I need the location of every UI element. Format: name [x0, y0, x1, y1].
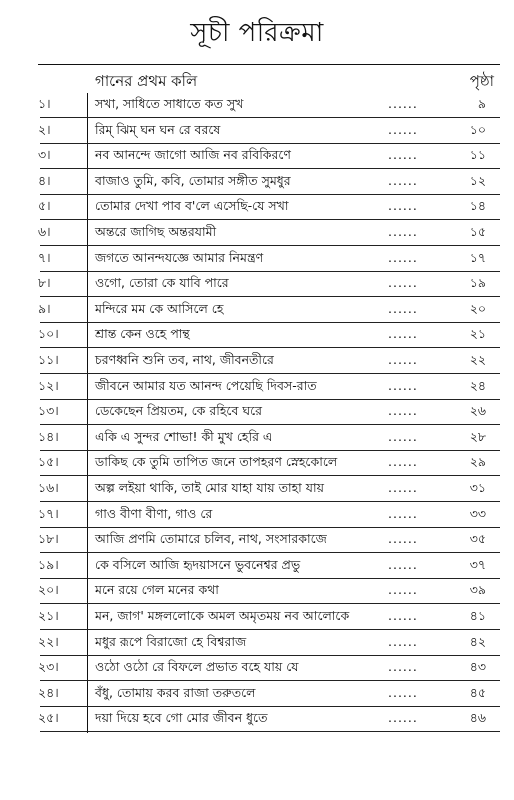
- toc-page-number: ৪৩: [469, 659, 486, 675]
- toc-leader-dots: ......: [388, 121, 418, 137]
- toc-divider: [87, 323, 88, 349]
- toc-number: ২৪।: [38, 684, 59, 700]
- toc-row: [0, 272, 514, 298]
- toc-divider: [87, 707, 88, 733]
- toc-row: [0, 528, 514, 554]
- toc-leader-dots: ......: [388, 710, 418, 726]
- toc-page-number: ১৫: [469, 224, 486, 239]
- toc-song-title: জীবনে আমার যত আনন্দ পেয়েছি দিবস-রাত: [95, 377, 317, 393]
- toc-page-number: ৯: [477, 96, 486, 111]
- toc-song-title: ডাকিছ কে তুমি তাপিত জনে তাপহরণ স্নেহকোলে: [95, 454, 338, 470]
- toc-divider: [87, 426, 88, 452]
- toc-row: [0, 400, 514, 426]
- toc-row: [0, 195, 514, 221]
- toc-divider: [87, 451, 88, 477]
- toc-number: ১৮।: [38, 531, 59, 547]
- toc-divider: [87, 554, 88, 580]
- toc-divider: [87, 631, 88, 657]
- toc-leader-dots: ......: [388, 224, 418, 239]
- toc-leader-dots: ......: [388, 377, 418, 393]
- toc-row: [0, 93, 514, 119]
- toc-song-title: সখা, সাধিতে সাধাতে কত সুখ: [95, 96, 244, 111]
- toc-leader-dots: ......: [388, 300, 418, 316]
- toc-divider: [87, 656, 88, 682]
- toc-number: ১।: [38, 96, 51, 111]
- toc-page-number: ১১: [469, 147, 486, 163]
- toc-leader-dots: ......: [388, 556, 418, 572]
- toc-row: [0, 349, 514, 375]
- toc-song-title: রিম্ ঝিম্ ঘন ঘন রে বরষে: [95, 121, 221, 137]
- toc-number: ৯।: [38, 300, 51, 316]
- toc-number: ২৩।: [38, 659, 59, 675]
- toc-number: ২৫।: [38, 710, 59, 726]
- toc-number: ১৩।: [38, 403, 59, 419]
- toc-divider: [87, 195, 88, 221]
- toc-row: [0, 221, 514, 247]
- toc-row: [0, 554, 514, 580]
- toc-song-title: একি এ সুন্দর শোভা! কী মুখ হেরি এ: [95, 428, 273, 444]
- toc-page-number: ২৮: [469, 428, 486, 444]
- toc-leader-dots: ......: [388, 454, 418, 470]
- toc-number: ১০।: [38, 326, 59, 342]
- toc-number: ৮।: [38, 275, 51, 291]
- toc-leader-dots: ......: [388, 352, 418, 367]
- toc-song-title: গাও বীণা বীণা, গাও রে: [95, 505, 213, 521]
- toc-song-title: মনে রয়ে গেল মনের কথা: [95, 582, 219, 598]
- toc-row: [0, 298, 514, 324]
- toc-divider: [87, 272, 88, 298]
- toc-song-title: মধুর রূপে বিরাজো হে বিশ্বরাজ: [95, 633, 247, 649]
- toc-song-title: শ্রান্ত কেন ওহে পান্থ: [95, 326, 190, 342]
- toc-page-number: ২২: [469, 352, 486, 367]
- toc-page-number: ৩৩: [469, 505, 486, 521]
- toc-leader-dots: ......: [388, 275, 418, 291]
- header-song: গানের প্রথম কলি: [95, 72, 198, 90]
- toc-divider: [87, 375, 88, 401]
- toc-divider: [87, 298, 88, 324]
- toc-leader-dots: ......: [388, 633, 418, 649]
- toc-song-title: জগতে আনন্দযজ্ঞে আমার নিমন্ত্রণ: [95, 249, 264, 265]
- toc-divider: [87, 170, 88, 196]
- toc-song-title: কে বসিলে আজি হৃদয়াসনে ভুবনেশ্বর প্রভু: [95, 556, 301, 572]
- toc-song-title: মন, জাগ' মঙ্গললোকে অমল অমৃতময় নব আলোকে: [95, 608, 350, 623]
- toc-number: ৪।: [38, 172, 51, 188]
- toc-page-number: ১০: [469, 121, 486, 137]
- page-title: সূচী পরিক্রমা: [190, 18, 324, 48]
- toc-song-title: বঁধু, তোমায় করব রাজা তরুতলে: [95, 684, 256, 700]
- toc-row: [0, 707, 514, 733]
- toc-page-number: ২১: [469, 326, 486, 342]
- toc-divider: [87, 503, 88, 529]
- toc-song-title: মন্দিরে মম কে আসিলে হে: [95, 300, 224, 316]
- toc-page-number: ১৯: [469, 275, 486, 291]
- toc-number: ২২।: [38, 633, 59, 649]
- toc-number: ৫।: [38, 198, 51, 214]
- toc-row: [0, 247, 514, 273]
- toc-song-title: দয়া দিয়ে হবে গো মোর জীবন ধুতে: [95, 710, 268, 726]
- toc-leader-dots: ......: [388, 198, 418, 214]
- toc-song-title: অন্তরে জাগিছ অন্তরযামী: [95, 224, 217, 239]
- toc-leader-dots: ......: [388, 428, 418, 444]
- toc-page-number: ৪৫: [469, 684, 486, 700]
- toc-row: [0, 451, 514, 477]
- toc-number: ১১।: [38, 352, 59, 367]
- toc-page-number: ১২: [469, 172, 486, 188]
- toc-number: ১৬।: [38, 480, 59, 495]
- toc-song-title: ওগো, তোরা কে যাবি পারে: [95, 275, 229, 291]
- toc-number: ১৪।: [38, 428, 59, 444]
- toc-number: ৭।: [38, 249, 51, 265]
- toc-leader-dots: ......: [388, 147, 418, 163]
- toc-divider: [87, 400, 88, 426]
- toc-leader-dots: ......: [388, 531, 418, 547]
- toc-row: [0, 426, 514, 452]
- toc-leader-dots: ......: [388, 608, 418, 623]
- toc-row: [0, 656, 514, 682]
- toc-page-number: ১৪: [469, 198, 486, 214]
- toc-song-title: তোমার দেখা পাব ব'লে এসেছি-যে সখা: [95, 198, 289, 214]
- toc-number: ১৭।: [38, 505, 59, 521]
- toc-divider: [87, 682, 88, 708]
- toc-page-number: ৩১: [469, 480, 486, 495]
- toc-row: [0, 323, 514, 349]
- toc-number: ৩।: [38, 147, 51, 163]
- toc-divider: [87, 247, 88, 273]
- toc-divider: [87, 349, 88, 375]
- toc-song-title: নব আনন্দে জাগো আজি নব রবিকিরণে: [95, 147, 291, 163]
- toc-leader-dots: ......: [388, 403, 418, 419]
- toc-divider: [87, 221, 88, 247]
- toc-number: ২।: [38, 121, 51, 137]
- toc-divider: [87, 93, 88, 119]
- toc-divider: [87, 579, 88, 605]
- toc-row: [0, 477, 514, 503]
- toc-leader-dots: ......: [388, 684, 418, 700]
- toc-leader-dots: ......: [388, 480, 418, 495]
- toc-song-title: ডেকেছেন প্রিয়তম, কে রহিবে ঘরে: [95, 403, 262, 419]
- toc-row: [0, 119, 514, 145]
- toc-row: [0, 144, 514, 170]
- toc-leader-dots: ......: [388, 659, 418, 675]
- toc-page-number: ২০: [469, 300, 486, 316]
- toc-number: ১২।: [38, 377, 59, 393]
- toc-number: ৬।: [38, 224, 51, 239]
- toc-divider: [87, 477, 88, 503]
- toc-leader-dots: ......: [388, 326, 418, 342]
- toc-page-number: ১৭: [469, 249, 486, 265]
- toc-page-number: ৪৬: [469, 710, 486, 726]
- toc-leader-dots: ......: [388, 249, 418, 265]
- toc-song-title: ওঠো ওঠো রে বিফলে প্রভাত বহে যায় যে: [95, 659, 299, 675]
- toc-page-number: ৩৫: [469, 531, 486, 547]
- toc-number: ১৫।: [38, 454, 59, 470]
- toc-row: [0, 631, 514, 657]
- toc-song-title: বাজাও তুমি, কবি, তোমার সঙ্গীত সুমধুর: [95, 172, 291, 188]
- toc-divider: [87, 119, 88, 145]
- toc-number: ২০।: [38, 582, 59, 598]
- toc-row: [0, 579, 514, 605]
- toc-divider: [87, 605, 88, 631]
- toc-leader-dots: ......: [388, 582, 418, 598]
- toc-leader-dots: ......: [388, 96, 418, 111]
- toc-song-title: আজি প্রণমি তোমারে চলিব, নাথ, সংসারকাজে: [95, 531, 327, 547]
- toc-page-number: ৩৯: [469, 582, 486, 598]
- toc-number: ১৯।: [38, 556, 59, 572]
- toc-page-number: ৪২: [469, 633, 486, 649]
- title-rule: [38, 64, 500, 65]
- toc-leader-dots: ......: [388, 505, 418, 521]
- toc-row: [0, 503, 514, 529]
- toc-row: [0, 605, 514, 631]
- toc-page-number: ২৬: [469, 403, 486, 419]
- toc-row: [0, 375, 514, 401]
- row-rule: [40, 731, 500, 732]
- toc-page-number: ২৯: [469, 454, 486, 470]
- toc-number: ২১।: [38, 608, 59, 623]
- header-page: পৃষ্ঠা: [469, 72, 494, 90]
- toc-page-number: ২৪: [469, 377, 486, 393]
- toc-row: [0, 170, 514, 196]
- toc-song-title: অল্প লইয়া থাকি, তাই মোর যাহা যায় তাহা যায়: [95, 480, 324, 495]
- toc-page-number: ৪১: [469, 608, 486, 623]
- toc-leader-dots: ......: [388, 172, 418, 188]
- toc-divider: [87, 528, 88, 554]
- toc-page-number: ৩৭: [469, 556, 486, 572]
- toc-divider: [87, 144, 88, 170]
- toc-song-title: চরণধ্বনি শুনি তব, নাথ, জীবনতীরে: [95, 352, 274, 367]
- toc-row: [0, 682, 514, 708]
